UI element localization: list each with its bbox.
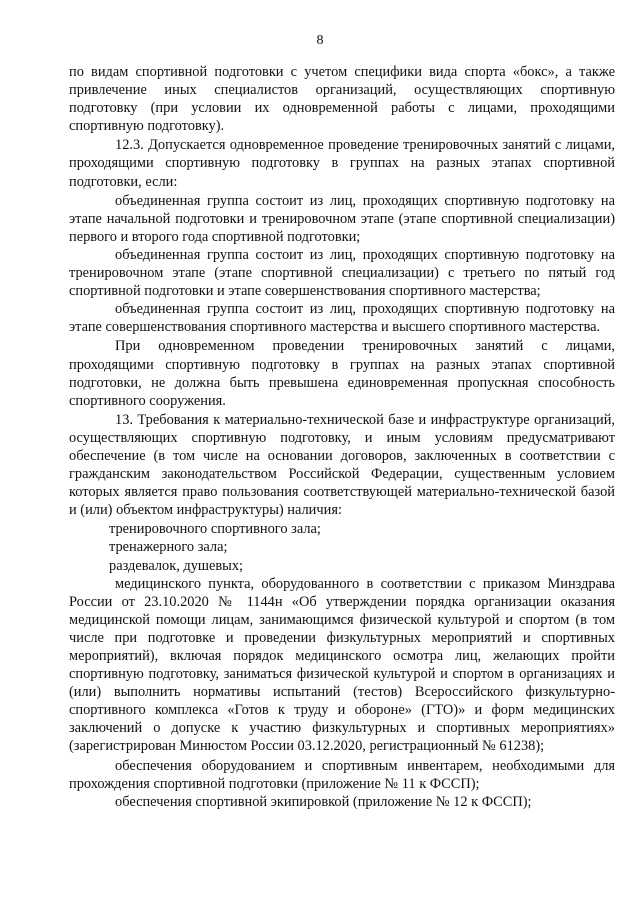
list-item-sport-gear: обеспечения спортивной экипировкой (приложение № 12 к ФССП); [115,793,532,810]
page-number: 8 [316,33,324,48]
list-item-training-hall: тренировочного спортивного зала; [109,521,321,538]
paragraph-continuation: по видам спортивной подготовки с учетом специфики вида спорта «бокс», а также привлечение иных специалистов организаций, осуществляющих спортивную подготовку (при условии их одновременной работы с лицами, проходящими спортивную подготовку). [69,64,615,135]
list-item-gym: тренажерного зала; [109,539,228,556]
paragraph-capacity: При одновременном проведении тренировочных занятий с лицами, проходящими спортивную подготовку в группах на разных этапах спортивной подготовки, не должна быть превышена единовременная пропускная способность спортивного сооружения. [69,338,615,409]
paragraph-12-3: 12.3. Допускается одновременное проведение тренировочных занятий с лицами, проходящими спортивную подготовку в группах на разных этапах спортивной подготовки, если: [69,137,615,190]
list-item-equipment: обеспечения оборудованием и спортивным инвентарем, необходимыми для прохождения спортивной подготовки (приложение № 11 к ФССП); [69,757,615,792]
paragraph-group-2: объединенная группа состоит из лиц, проходящих спортивную подготовку на тренировочном этапе (этапе спортивной специализации) с третьего по пятый год спортивной подготовки и этапе совершенствования спортивного мастерства; [69,246,615,300]
paragraph-group-1: объединенная группа состоит из лиц, проходящих спортивную подготовку на этапе начальной подготовки и тренировочном этапе (этапе спортивной специализации) первого и второго года спортивной подготовки; [69,192,615,245]
document-body [69,63,615,811]
paragraph-13: 13. Требования к материально-технической базе и инфраструктуре организаций, осуществляющих спортивную подготовку, и иным условиям предусматривают обеспечение (в том числе на основании договоров, заключенных в соответствии с гражданским законодательством Российской Федерации, существенным условием которых является право пользования соответствующей материально-технической базой и (или) объектом инфраструктуры) наличия: [69,411,615,519]
paragraph-group-3: объединенная группа состоит из лиц, проходящих спортивную подготовку на этапе совершенствования спортивного мастерства и высшего спортивного мастерства. [69,301,615,336]
list-item-locker-rooms: раздевалок, душевых; [109,557,244,574]
list-item-medical-point: медицинского пункта, оборудованного в соответствии с приказом Минздрава России от 23.10.2020 № 1144н «Об утверждении порядка организации оказания медицинской помощи лицам, занимающимся физической культурой и спортом (в том числе при подготовке и проведении физкультурных мероприятий и спортивных мероприятий), включая порядок медицинского осмотра лиц, желающих пройти спортивную подготовку, заниматься физической культурой и спортом в организациях и (или) выполнить нормативы испытаний (тестов) Всероссийского физкультурно-спортивного комплекса «Готов к труду и обороне» (ГТО)» и форм медицинских заключений о допуске к участию физкультурных и спортивных мероприятиях» (зарегистрирован Минюстом России 03.12.2020, регистрационный № 61238); [69,575,615,755]
